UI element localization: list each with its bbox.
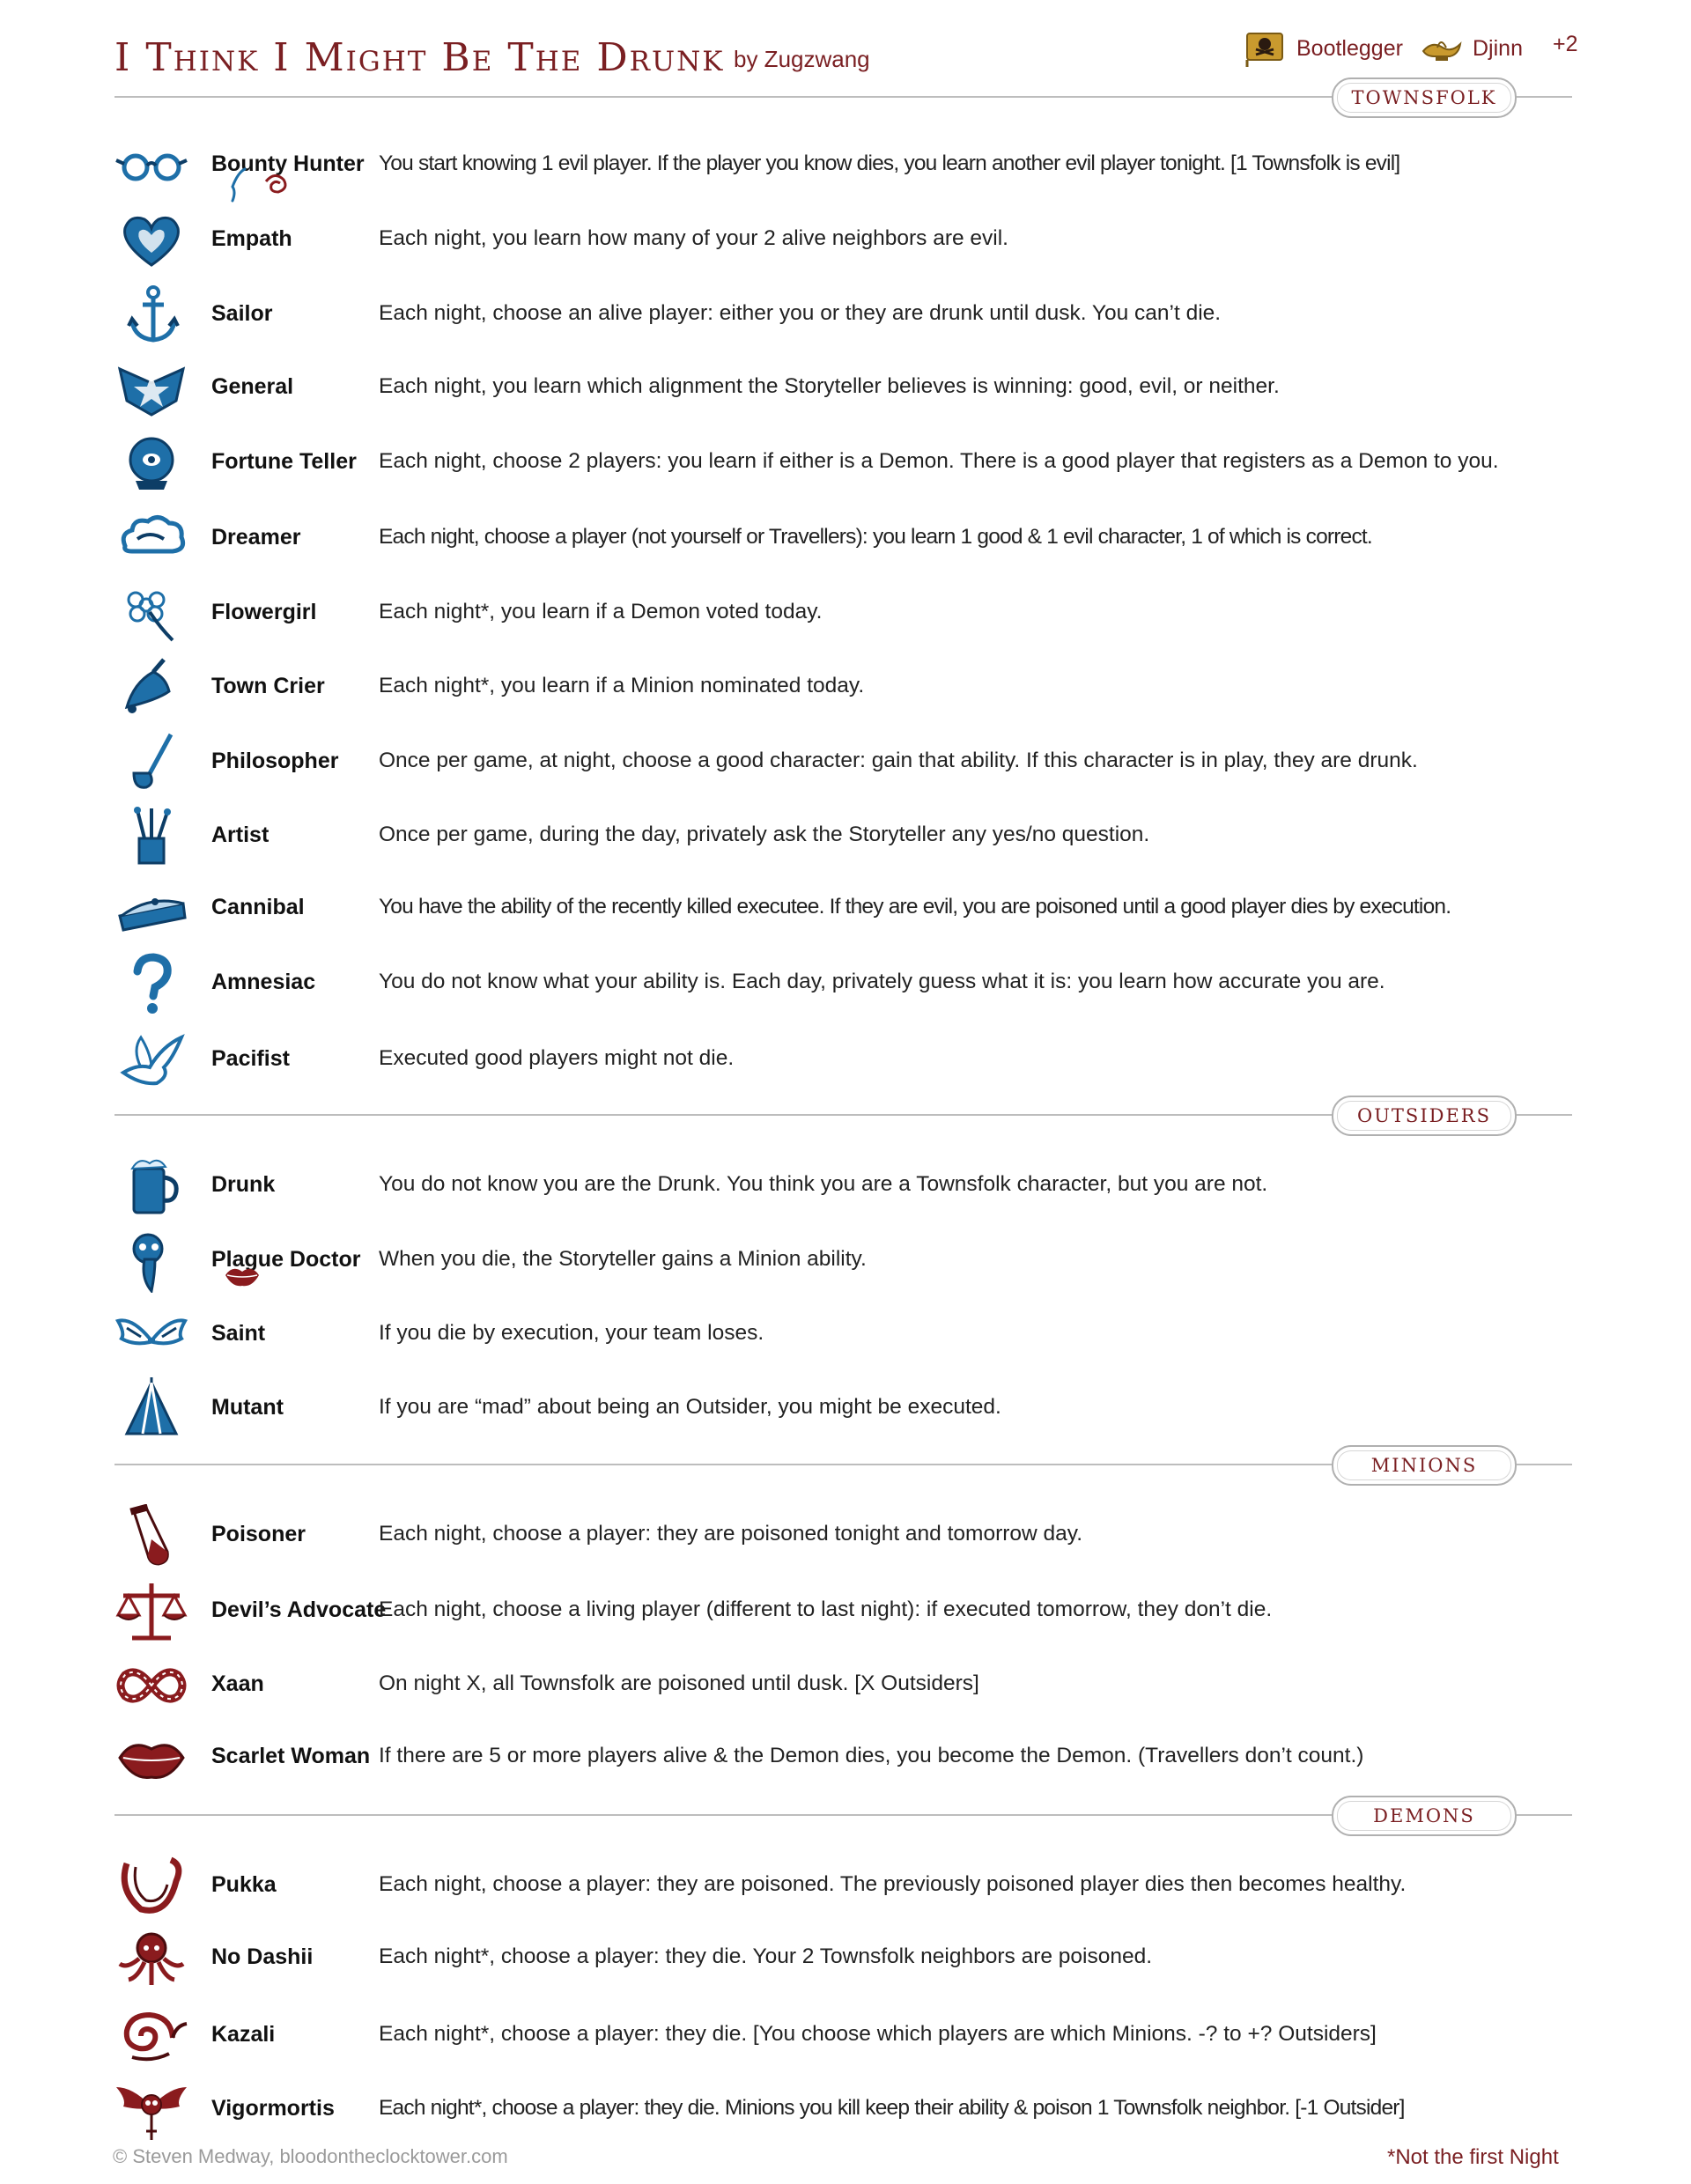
character-name: General — [211, 374, 294, 399]
pirate-flag-icon — [1244, 28, 1288, 69]
jinx-lips-icon — [222, 1261, 262, 1289]
demons-row — [0, 1862, 1691, 1915]
character-ability: Each night, choose a player: they are poisoned tonight and tomorrow day. — [379, 1522, 1083, 1546]
townsfolk-row — [0, 884, 1691, 937]
pipe-icon — [114, 731, 188, 794]
character-name: Pacifist — [211, 1046, 290, 1071]
section-label-outsiders: OUTSIDERS — [1332, 1096, 1517, 1136]
character-ability: Each night, choose a living player (different to last night): if executed tomorrow, they don’t die. — [379, 1597, 1273, 1621]
scales-icon — [114, 1580, 188, 1643]
minions-row — [0, 1587, 1691, 1640]
character-name: Pukka — [211, 1872, 277, 1897]
minions-row — [0, 1661, 1691, 1714]
tankard-icon — [114, 1155, 188, 1218]
character-ability: You do not know what your ability is. Each day, privately guess what it is: you learn how accurate you are. — [379, 970, 1385, 993]
character-ability: If there are 5 or more players alive & the Demon dies, you become the Demon. (Travellers don’t count.) — [379, 1744, 1364, 1767]
demons-row — [0, 1934, 1691, 1987]
character-name: Fortune Teller — [211, 449, 357, 474]
townsfolk-row — [0, 1036, 1691, 1088]
character-name: Xaan — [211, 1671, 264, 1696]
townsfolk-row — [0, 439, 1691, 491]
glasses-icon — [114, 134, 188, 197]
jinx-djinn — [1420, 28, 1523, 69]
wings-icon — [114, 1303, 188, 1367]
character-name: Saint — [211, 1321, 266, 1346]
character-name: Plague Doctor — [211, 1247, 361, 1272]
character-name: Town Crier — [211, 674, 325, 698]
character-ability: Each night*, choose a player: they die. Your 2 Townsfolk neighbors are poisoned. — [379, 1944, 1153, 1968]
townsfolk-row — [0, 216, 1691, 269]
tent-icon — [114, 1377, 188, 1441]
character-ability: Each night, choose 2 players: you learn if either is a Demon. There is a good player that registers as a Demon to you. — [379, 449, 1499, 473]
character-name: Flowergirl — [211, 600, 317, 624]
flower-icon — [114, 582, 188, 646]
character-ability: You do not know you are the Drunk. You think you are a Townsfolk character, but you are not. — [379, 1172, 1268, 1196]
lamp-icon — [1420, 28, 1464, 69]
character-ability: Each night, choose an alive player: either you or they are drunk until dusk. You can’t die. — [379, 301, 1222, 325]
townsfolk-row — [0, 812, 1691, 865]
infinity-icon — [114, 1654, 188, 1717]
character-ability: Each night, choose a player: they are poisoned. The previously poisoned player dies then becomes healthy. — [379, 1872, 1407, 1896]
character-name: Kazali — [211, 2022, 276, 2047]
townsfolk-row — [0, 663, 1691, 716]
jinx-bootlegger — [1244, 28, 1403, 69]
townsfolk-row — [0, 959, 1691, 1012]
character-name: Artist — [211, 823, 270, 847]
character-ability: Once per game, during the day, privately ask the Storyteller any yes/no question. — [379, 823, 1150, 846]
character-name: No Dashii — [211, 1944, 314, 1969]
character-name: Scarlet Woman — [211, 1744, 371, 1768]
octopus-icon — [114, 1927, 188, 1990]
character-name: Drunk — [211, 1172, 276, 1197]
character-ability: If you are “mad” about being an Outsider, you might be executed. — [379, 1395, 1001, 1419]
section-label-demons: DEMONS — [1332, 1796, 1517, 1836]
section-label-minions: MINIONS — [1332, 1445, 1517, 1486]
character-ability: Each night, you learn which alignment the Storyteller believes is winning: good, evil, or neither. — [379, 374, 1280, 398]
pie-icon — [114, 877, 188, 941]
character-name: Amnesiac — [211, 970, 316, 994]
heart-icon — [114, 209, 188, 272]
demons-row — [0, 2085, 1691, 2138]
brushes-icon — [114, 805, 188, 868]
jinx-more-count: +2 — [1553, 32, 1578, 56]
vial-icon — [114, 1504, 188, 1568]
jinx-bootlegger-label: Bootlegger — [1296, 35, 1403, 61]
character-ability: If you die by execution, your team loses. — [379, 1321, 764, 1345]
character-ability: When you die, the Storyteller gains a Minion ability. — [379, 1247, 867, 1271]
bell-icon — [114, 656, 188, 719]
minions-row — [0, 1511, 1691, 1564]
townsfolk-row — [0, 291, 1691, 343]
townsfolk-row — [0, 364, 1691, 417]
star-badge-icon — [114, 357, 188, 420]
plague-mask-icon — [114, 1229, 188, 1293]
crystal-ball-icon — [114, 432, 188, 495]
character-ability: On night X, all Townsfolk are poisoned until dusk. [X Outsiders] — [379, 1671, 979, 1695]
character-ability: Each night, choose a player (not yourself or Travellers): you learn 1 good & 1 evil character, 1 of which is correct. — [379, 525, 1372, 549]
character-ability: Each night, you learn how many of your 2 alive neighbors are evil. — [379, 226, 1008, 250]
copyright: © Steven Medway, bloodontheclocktower.com — [113, 2145, 508, 2167]
character-name: Mutant — [211, 1395, 284, 1420]
character-name: Cannibal — [211, 895, 305, 919]
outsiders-row — [0, 1310, 1691, 1363]
character-name: Empath — [211, 226, 292, 251]
character-ability: Each night*, you learn if a Minion nominated today. — [379, 674, 865, 697]
character-name: Sailor — [211, 301, 273, 326]
winged-skull-icon — [114, 2078, 188, 2142]
minions-row — [0, 1733, 1691, 1786]
first-night-note: *Not the first Night — [1387, 2145, 1559, 2169]
horn-icon — [114, 1855, 188, 1918]
character-ability: Executed good players might not die. — [379, 1046, 735, 1070]
section-label-townsfolk: TOWNSFOLK — [1332, 77, 1517, 118]
townsfolk-row — [0, 589, 1691, 642]
jinx-djinn-label: Djinn — [1473, 35, 1523, 61]
spiral-icon — [114, 2004, 188, 2068]
jinx-marker-icons — [224, 166, 303, 204]
dove-icon — [114, 1029, 188, 1092]
character-name: Dreamer — [211, 525, 301, 550]
script-author: by Zugzwang — [734, 46, 870, 72]
character-name: Vigormortis — [211, 2096, 335, 2121]
outsiders-row — [0, 1162, 1691, 1214]
character-ability: Once per game, at night, choose a good character: gain that ability. If this character is in play, they are drunk. — [379, 749, 1418, 772]
anchor-icon — [114, 284, 188, 347]
character-ability: Each night*, you learn if a Demon voted today. — [379, 600, 823, 623]
character-ability: Each night*, choose a player: they die. [You choose which players are which Minions. -? to +? Outsiders] — [379, 2022, 1377, 2046]
character-name: Bounty Hunter — [211, 151, 365, 176]
character-ability: Each night*, choose a player: they die. Minions you kill keep their ability & poison 1 Townsfolk neighbor. [-1 Outsider] — [379, 2096, 1405, 2120]
character-name: Poisoner — [211, 1522, 306, 1546]
cloud-icon — [114, 507, 188, 571]
character-ability: You start knowing 1 evil player. If the player you know dies, you learn another evil player tonight. [1 Townsfolk is evil] — [379, 151, 1400, 175]
question-mark-icon — [114, 952, 188, 1015]
townsfolk-row — [0, 514, 1691, 567]
character-name: Philosopher — [211, 749, 339, 773]
townsfolk-row — [0, 738, 1691, 791]
script-title: I Think I Might Be The Drunk — [114, 35, 725, 80]
outsiders-row — [0, 1384, 1691, 1437]
character-name: Devil’s Advocate — [211, 1597, 387, 1622]
demons-row — [0, 2011, 1691, 2064]
character-ability: You have the ability of the recently killed executee. If they are evil, you are poisoned until a good player dies by execution. — [379, 895, 1451, 919]
lips-icon — [114, 1726, 188, 1789]
